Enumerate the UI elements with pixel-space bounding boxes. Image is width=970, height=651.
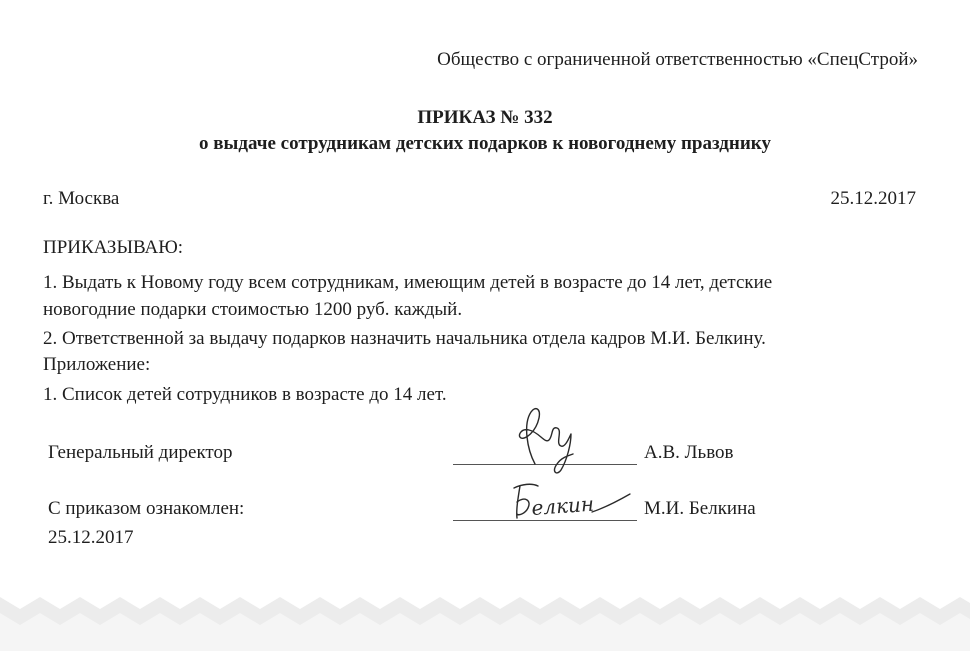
order-title: ПРИКАЗ № 332	[417, 107, 553, 128]
torn-paper-edge	[0, 583, 970, 651]
director-name: А.В. Львов	[644, 442, 734, 463]
director-position: Генеральный директор	[48, 442, 233, 463]
acknowledged-label: С приказом ознакомлен:	[48, 498, 245, 519]
body-line: ПРИКАЗЫВАЮ:	[43, 237, 184, 258]
body-line: новогодние подарки стоимостью 1200 руб. каждый.	[43, 299, 463, 320]
acknowledged-signature	[508, 478, 638, 528]
body-line: 1. Список детей сотрудников в возрасте до 14 лет.	[43, 384, 447, 405]
acknowledged-name: М.И. Белкина	[644, 498, 756, 519]
organization-name: Общество с ограниченной ответственностью «СпецСтрой»	[437, 49, 918, 70]
body-line: Приложение:	[43, 354, 151, 375]
director-signature	[505, 404, 585, 476]
order-date: 25.12.2017	[830, 188, 916, 209]
svg-text:елкин: елкин	[530, 491, 595, 520]
acknowledged-date: 25.12.2017	[48, 527, 134, 548]
body-line: 1. Выдать к Новому году всем сотрудникам, имеющим детей в возрасте до 14 лет, детские	[43, 272, 773, 293]
order-subject: о выдаче сотрудникам детских подарков к новогоднему празднику	[199, 133, 771, 154]
body-line: 2. Ответственной за выдачу подарков назначить начальника отдела кадров М.И. Белкину.	[43, 328, 766, 349]
order-place: г. Москва	[43, 188, 120, 209]
